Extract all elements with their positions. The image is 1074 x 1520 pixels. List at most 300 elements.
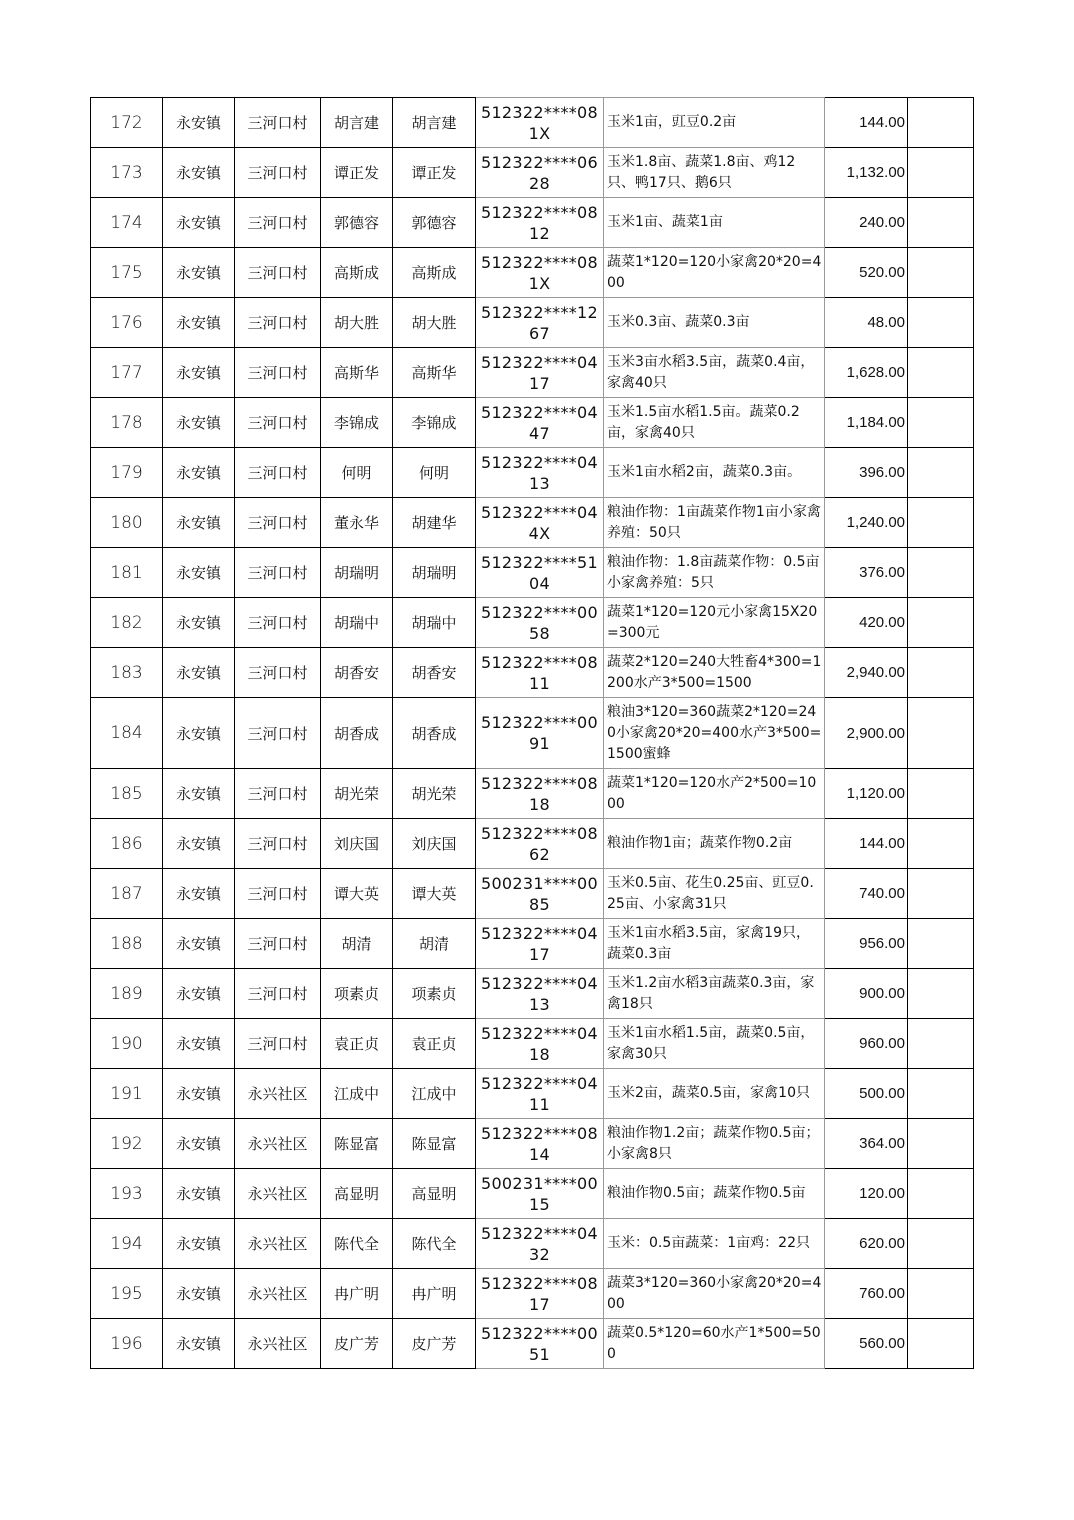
account-holder-cell: 冉广明 xyxy=(393,1269,476,1319)
subsidy-amount-cell: 760.00 xyxy=(825,1269,908,1319)
remarks-cell xyxy=(908,98,974,148)
account-holder-cell: 陈代全 xyxy=(393,1219,476,1269)
farmer-name-cell: 何明 xyxy=(321,448,393,498)
account-holder-cell: 高显明 xyxy=(393,1169,476,1219)
account-holder-cell: 胡大胜 xyxy=(393,298,476,348)
table-row xyxy=(91,698,974,769)
production-description-cell xyxy=(604,1219,825,1269)
id-number-line-1: 512322****12 xyxy=(480,302,599,322)
row-number: 193 xyxy=(91,1169,163,1219)
town-cell: 永安镇 xyxy=(163,98,235,148)
id-number-line-2: 13 xyxy=(529,473,550,493)
id-number-cell xyxy=(476,869,604,919)
id-number-line-2: 11 xyxy=(529,673,550,693)
row-number: 187 xyxy=(91,869,163,919)
town-cell: 永安镇 xyxy=(163,969,235,1019)
id-number-line-2: 4X xyxy=(528,523,551,543)
row-number: 174 xyxy=(91,198,163,248)
account-holder-cell: 皮广芳 xyxy=(393,1319,476,1369)
id-number-cell xyxy=(476,248,604,298)
id-number-cell xyxy=(476,548,604,598)
account-holder-cell: 谭正发 xyxy=(393,148,476,198)
farmer-name-cell: 袁正贞 xyxy=(321,1019,393,1069)
town-cell: 永安镇 xyxy=(163,498,235,548)
production-description-text: 玉米0.3亩、蔬菜0.3亩 xyxy=(607,314,750,330)
id-number-cell xyxy=(476,1169,604,1219)
row-number: 190 xyxy=(91,1019,163,1069)
id-number-line-2: 47 xyxy=(529,423,550,443)
subsidy-amount-cell: 144.00 xyxy=(825,819,908,869)
id-number-cell xyxy=(476,98,604,148)
id-number-line-2: 85 xyxy=(529,894,550,914)
table-row xyxy=(91,1069,974,1119)
remarks-cell xyxy=(908,398,974,448)
account-holder-cell: 胡瑞中 xyxy=(393,598,476,648)
farmer-name-cell: 冉广明 xyxy=(321,1269,393,1319)
id-number-line-1: 512322****04 xyxy=(480,923,599,943)
village-cell: 三河口村 xyxy=(235,98,321,148)
remarks-cell xyxy=(908,1219,974,1269)
village-cell: 三河口村 xyxy=(235,648,321,698)
subsidy-amount-cell: 960.00 xyxy=(825,1019,908,1069)
production-description-cell xyxy=(604,348,825,398)
town-cell: 永安镇 xyxy=(163,1019,235,1069)
id-number-cell xyxy=(476,598,604,648)
id-number-line-2: 14 xyxy=(529,1144,550,1164)
row-number: 177 xyxy=(91,348,163,398)
id-number-line-2: 32 xyxy=(529,1244,550,1264)
production-description-text: 粮油3*120=360蔬菜2*120=240小家禽20*20=400水产3*500=1500蜜蜂 xyxy=(607,703,822,762)
id-number-line-2: 18 xyxy=(529,1044,550,1064)
id-number-line-1: 512322****08 xyxy=(480,102,599,122)
id-number-cell xyxy=(476,498,604,548)
subsidy-amount-cell: 2,900.00 xyxy=(825,698,908,769)
farmer-name-cell: 胡香成 xyxy=(321,698,393,769)
town-cell: 永安镇 xyxy=(163,148,235,198)
account-holder-cell: 胡建华 xyxy=(393,498,476,548)
remarks-cell xyxy=(908,819,974,869)
village-cell: 三河口村 xyxy=(235,398,321,448)
town-cell: 永安镇 xyxy=(163,398,235,448)
id-number-line-2: 91 xyxy=(529,734,550,753)
subsidy-amount-cell: 120.00 xyxy=(825,1169,908,1219)
id-number-cell xyxy=(476,819,604,869)
town-cell: 永安镇 xyxy=(163,869,235,919)
production-description-cell xyxy=(604,398,825,448)
id-number-line-1: 512322****08 xyxy=(480,652,599,672)
farmer-name-cell: 高斯华 xyxy=(321,348,393,398)
remarks-cell xyxy=(908,598,974,648)
account-holder-cell: 何明 xyxy=(393,448,476,498)
table-row xyxy=(91,448,974,498)
row-number: 178 xyxy=(91,398,163,448)
id-number-cell xyxy=(476,919,604,969)
village-cell: 三河口村 xyxy=(235,448,321,498)
production-description-cell xyxy=(604,448,825,498)
id-number-line-1: 512322****08 xyxy=(480,773,599,793)
account-holder-cell: 江成中 xyxy=(393,1069,476,1119)
id-number-cell xyxy=(476,1269,604,1319)
account-holder-cell: 胡光荣 xyxy=(393,769,476,819)
production-description-text: 玉米0.5亩、花生0.25亩、豇豆0.25亩、小家禽31只 xyxy=(607,874,814,912)
table-row xyxy=(91,919,974,969)
id-number-line-2: 28 xyxy=(529,173,550,193)
account-holder-cell: 郭德容 xyxy=(393,198,476,248)
subsidy-amount-cell: 740.00 xyxy=(825,869,908,919)
row-number: 188 xyxy=(91,919,163,969)
town-cell: 永安镇 xyxy=(163,1169,235,1219)
id-number-line-1: 512322****51 xyxy=(480,552,599,572)
remarks-cell xyxy=(908,869,974,919)
id-number-line-1: 512322****04 xyxy=(480,1073,599,1093)
town-cell: 永安镇 xyxy=(163,448,235,498)
village-cell: 三河口村 xyxy=(235,248,321,298)
remarks-cell xyxy=(908,1269,974,1319)
production-description-cell xyxy=(604,698,825,769)
table-body xyxy=(91,98,974,1369)
production-description-cell xyxy=(604,198,825,248)
row-number: 189 xyxy=(91,969,163,1019)
row-number: 196 xyxy=(91,1319,163,1369)
subsidy-amount-cell: 1,120.00 xyxy=(825,769,908,819)
row-number: 180 xyxy=(91,498,163,548)
id-number-line-1: 512322****04 xyxy=(480,402,599,422)
id-number-line-1: 512322****08 xyxy=(480,252,599,272)
production-description-text: 蔬菜1*120=120小家禽20*20=400 xyxy=(607,253,822,291)
id-number-line-1: 512322****00 xyxy=(480,602,599,622)
production-description-text: 蔬菜1*120=120水产2*500=1000 xyxy=(607,774,817,812)
table-row xyxy=(91,769,974,819)
row-number: 182 xyxy=(91,598,163,648)
subsidy-amount-cell: 376.00 xyxy=(825,548,908,598)
account-holder-cell: 袁正贞 xyxy=(393,1019,476,1069)
id-number-cell xyxy=(476,448,604,498)
production-description-cell xyxy=(604,248,825,298)
id-number-line-2: 17 xyxy=(529,944,550,964)
table-row xyxy=(91,1019,974,1069)
table-row xyxy=(91,1319,974,1369)
id-number-line-2: 1X xyxy=(528,123,551,143)
subsidy-amount-cell: 2,940.00 xyxy=(825,648,908,698)
row-number: 172 xyxy=(91,98,163,148)
id-number-line-1: 512322****00 xyxy=(480,713,599,732)
id-number-cell xyxy=(476,298,604,348)
town-cell: 永安镇 xyxy=(163,1319,235,1369)
production-description-cell xyxy=(604,1069,825,1119)
id-number-cell xyxy=(476,969,604,1019)
farmer-name-cell: 胡瑞中 xyxy=(321,598,393,648)
subsidy-amount-cell: 420.00 xyxy=(825,598,908,648)
town-cell: 永安镇 xyxy=(163,348,235,398)
farmer-name-cell: 陈代全 xyxy=(321,1219,393,1269)
table-row xyxy=(91,969,974,1019)
production-description-text: 玉米2亩，蔬菜0.5亩，家禽10只 xyxy=(607,1085,810,1101)
town-cell: 永安镇 xyxy=(163,1269,235,1319)
subsidy-amount-cell: 240.00 xyxy=(825,198,908,248)
table-row xyxy=(91,598,974,648)
farmer-name-cell: 江成中 xyxy=(321,1069,393,1119)
village-cell: 三河口村 xyxy=(235,819,321,869)
production-description-text: 玉米1.8亩、蔬菜1.8亩、鸡12只、鸭17只、鹅6只 xyxy=(607,153,796,191)
id-number-line-1: 512322****04 xyxy=(480,1223,599,1243)
remarks-cell xyxy=(908,1169,974,1219)
production-description-cell xyxy=(604,648,825,698)
subsidy-amount-cell: 520.00 xyxy=(825,248,908,298)
remarks-cell xyxy=(908,498,974,548)
town-cell: 永安镇 xyxy=(163,198,235,248)
row-number: 176 xyxy=(91,298,163,348)
table-row xyxy=(91,1269,974,1319)
farmer-name-cell: 刘庆国 xyxy=(321,819,393,869)
village-cell: 三河口村 xyxy=(235,498,321,548)
id-number-line-2: 67 xyxy=(529,323,550,343)
production-description-cell xyxy=(604,498,825,548)
id-number-cell xyxy=(476,148,604,198)
remarks-cell xyxy=(908,1119,974,1169)
subsidy-amount-cell: 500.00 xyxy=(825,1069,908,1119)
account-holder-cell: 胡瑞明 xyxy=(393,548,476,598)
row-number: 173 xyxy=(91,148,163,198)
production-description-cell xyxy=(604,919,825,969)
table-row xyxy=(91,498,974,548)
farmer-name-cell: 项素贞 xyxy=(321,969,393,1019)
village-cell: 三河口村 xyxy=(235,198,321,248)
id-number-line-1: 512322****06 xyxy=(480,152,599,172)
row-number: 186 xyxy=(91,819,163,869)
town-cell: 永安镇 xyxy=(163,819,235,869)
town-cell: 永安镇 xyxy=(163,298,235,348)
row-number: 179 xyxy=(91,448,163,498)
town-cell: 永安镇 xyxy=(163,648,235,698)
row-number: 181 xyxy=(91,548,163,598)
remarks-cell xyxy=(908,648,974,698)
subsidy-amount-cell: 396.00 xyxy=(825,448,908,498)
village-cell: 三河口村 xyxy=(235,298,321,348)
id-number-line-1: 500231****00 xyxy=(480,873,599,893)
farmer-name-cell: 皮广芳 xyxy=(321,1319,393,1369)
id-number-line-1: 512322****08 xyxy=(480,823,599,843)
production-description-text: 粮油作物0.5亩；蔬菜作物0.5亩 xyxy=(607,1185,806,1201)
town-cell: 永安镇 xyxy=(163,248,235,298)
row-number: 191 xyxy=(91,1069,163,1119)
production-description-text: 粮油作物：1亩蔬菜作物1亩小家禽养殖：50只 xyxy=(607,503,821,541)
subsidy-amount-cell: 1,240.00 xyxy=(825,498,908,548)
id-number-line-2: 04 xyxy=(529,573,550,593)
table-row xyxy=(91,348,974,398)
production-description-cell xyxy=(604,1119,825,1169)
village-cell: 三河口村 xyxy=(235,1019,321,1069)
id-number-cell xyxy=(476,1069,604,1119)
id-number-line-2: 15 xyxy=(529,1194,550,1214)
id-number-cell xyxy=(476,698,604,769)
remarks-cell xyxy=(908,298,974,348)
production-description-cell xyxy=(604,298,825,348)
table-row xyxy=(91,1169,974,1219)
account-holder-cell: 谭大英 xyxy=(393,869,476,919)
farmer-name-cell: 高显明 xyxy=(321,1169,393,1219)
production-description-text: 玉米1.5亩水稻1.5亩。蔬菜0.2亩，家禽40只 xyxy=(607,403,800,441)
id-number-line-1: 512322****04 xyxy=(480,1023,599,1043)
production-description-text: 粮油作物1亩；蔬菜作物0.2亩 xyxy=(607,835,793,851)
farmer-name-cell: 谭正发 xyxy=(321,148,393,198)
production-description-text: 粮油作物：1.8亩蔬菜作物：0.5亩小家禽养殖：5只 xyxy=(607,553,820,591)
town-cell: 永安镇 xyxy=(163,1119,235,1169)
village-cell: 三河口村 xyxy=(235,598,321,648)
subsidy-amount-cell: 1,628.00 xyxy=(825,348,908,398)
town-cell: 永安镇 xyxy=(163,919,235,969)
account-holder-cell: 项素贞 xyxy=(393,969,476,1019)
id-number-cell xyxy=(476,1019,604,1069)
subsidy-amount-cell: 620.00 xyxy=(825,1219,908,1269)
production-description-cell xyxy=(604,98,825,148)
production-description-text: 蔬菜1*120=120元小家禽15X20=300元 xyxy=(607,603,818,641)
id-number-line-2: 17 xyxy=(529,373,550,393)
town-cell: 永安镇 xyxy=(163,548,235,598)
remarks-cell xyxy=(908,969,974,1019)
remarks-cell xyxy=(908,548,974,598)
production-description-cell xyxy=(604,869,825,919)
production-description-text: 蔬菜2*120=240大牲畜4*300=1200水产3*500=1500 xyxy=(607,653,822,691)
table-row xyxy=(91,198,974,248)
farmer-name-cell: 郭德容 xyxy=(321,198,393,248)
account-holder-cell: 胡香成 xyxy=(393,698,476,769)
village-cell: 三河口村 xyxy=(235,348,321,398)
id-number-line-2: 11 xyxy=(529,1094,550,1114)
production-description-text: 玉米1亩水稻3.5亩，家禽19只，蔬菜0.3亩 xyxy=(607,924,810,962)
subsidy-amount-cell: 144.00 xyxy=(825,98,908,148)
farmer-name-cell: 胡香安 xyxy=(321,648,393,698)
id-number-line-2: 51 xyxy=(529,1344,550,1364)
row-number: 194 xyxy=(91,1219,163,1269)
id-number-cell xyxy=(476,1319,604,1369)
id-number-cell xyxy=(476,348,604,398)
production-description-cell xyxy=(604,1269,825,1319)
village-cell: 三河口村 xyxy=(235,769,321,819)
subsidy-amount-cell: 900.00 xyxy=(825,969,908,1019)
table-row xyxy=(91,1119,974,1169)
production-description-text: 蔬菜0.5*120=60水产1*500=500 xyxy=(607,1324,821,1362)
id-number-line-1: 512322****00 xyxy=(480,1323,599,1343)
subsidy-amount-cell: 48.00 xyxy=(825,298,908,348)
farmer-name-cell: 李锦成 xyxy=(321,398,393,448)
village-cell: 永兴社区 xyxy=(235,1069,321,1119)
table-row xyxy=(91,548,974,598)
village-cell: 永兴社区 xyxy=(235,1319,321,1369)
farmer-name-cell: 胡清 xyxy=(321,919,393,969)
account-holder-cell: 胡香安 xyxy=(393,648,476,698)
production-description-text: 玉米1亩水稻2亩，蔬菜0.3亩。 xyxy=(607,464,802,480)
farmer-name-cell: 陈显富 xyxy=(321,1119,393,1169)
remarks-cell xyxy=(908,198,974,248)
remarks-cell xyxy=(908,348,974,398)
production-description-cell xyxy=(604,819,825,869)
remarks-cell xyxy=(908,769,974,819)
id-number-cell xyxy=(476,198,604,248)
subsidy-amount-cell: 1,132.00 xyxy=(825,148,908,198)
row-number: 192 xyxy=(91,1119,163,1169)
village-cell: 三河口村 xyxy=(235,969,321,1019)
id-number-line-1: 512322****04 xyxy=(480,973,599,993)
table-row xyxy=(91,148,974,198)
remarks-cell xyxy=(908,1019,974,1069)
village-cell: 三河口村 xyxy=(235,698,321,769)
id-number-line-1: 512322****08 xyxy=(480,202,599,222)
id-number-line-2: 12 xyxy=(529,223,550,243)
production-description-cell xyxy=(604,148,825,198)
farmer-name-cell: 高斯成 xyxy=(321,248,393,298)
production-description-cell xyxy=(604,1319,825,1369)
production-description-text: 玉米1.2亩水稻3亩蔬菜0.3亩，家禽18只 xyxy=(607,974,815,1012)
remarks-cell xyxy=(908,1069,974,1119)
account-holder-cell: 陈显富 xyxy=(393,1119,476,1169)
production-description-cell xyxy=(604,769,825,819)
row-number: 183 xyxy=(91,648,163,698)
id-number-cell xyxy=(476,398,604,448)
account-holder-cell: 高斯成 xyxy=(393,248,476,298)
account-holder-cell: 胡清 xyxy=(393,919,476,969)
subsidy-amount-cell: 956.00 xyxy=(825,919,908,969)
remarks-cell xyxy=(908,698,974,769)
id-number-cell xyxy=(476,1219,604,1269)
farmer-name-cell: 董永华 xyxy=(321,498,393,548)
subsidy-amount-cell: 364.00 xyxy=(825,1119,908,1169)
village-cell: 永兴社区 xyxy=(235,1169,321,1219)
production-description-text: 玉米3亩水稻3.5亩，蔬菜0.4亩，家禽40只 xyxy=(607,353,815,391)
row-number: 184 xyxy=(91,698,163,769)
table-row xyxy=(91,298,974,348)
production-description-cell xyxy=(604,1019,825,1069)
id-number-line-1: 512322****08 xyxy=(480,1273,599,1293)
id-number-line-1: 512322****08 xyxy=(480,1123,599,1143)
farmer-name-cell: 胡言建 xyxy=(321,98,393,148)
production-description-text: 玉米1亩、蔬菜1亩 xyxy=(607,214,723,230)
id-number-line-2: 58 xyxy=(529,623,550,643)
village-cell: 永兴社区 xyxy=(235,1269,321,1319)
id-number-line-1: 500231****00 xyxy=(480,1173,599,1193)
id-number-line-1: 512322****04 xyxy=(480,502,599,522)
subsidy-amount-cell: 560.00 xyxy=(825,1319,908,1369)
farmer-name-cell: 谭大英 xyxy=(321,869,393,919)
production-description-text: 粮油作物1.2亩；蔬菜作物0.5亩；小家禽8只 xyxy=(607,1124,820,1162)
table-row xyxy=(91,819,974,869)
town-cell: 永安镇 xyxy=(163,1219,235,1269)
table-row xyxy=(91,398,974,448)
production-description-text: 玉米1亩水稻1.5亩，蔬菜0.5亩，家禽30只 xyxy=(607,1024,815,1062)
remarks-cell xyxy=(908,148,974,198)
subsidy-table xyxy=(90,97,974,1369)
village-cell: 三河口村 xyxy=(235,919,321,969)
row-number: 175 xyxy=(91,248,163,298)
village-cell: 三河口村 xyxy=(235,148,321,198)
account-holder-cell: 高斯华 xyxy=(393,348,476,398)
table-row xyxy=(91,248,974,298)
id-number-line-1: 512322****04 xyxy=(480,452,599,472)
village-cell: 永兴社区 xyxy=(235,1219,321,1269)
row-number: 185 xyxy=(91,769,163,819)
subsidy-amount-cell: 1,184.00 xyxy=(825,398,908,448)
farmer-name-cell: 胡光荣 xyxy=(321,769,393,819)
remarks-cell xyxy=(908,1319,974,1369)
row-number: 195 xyxy=(91,1269,163,1319)
table-row xyxy=(91,1219,974,1269)
id-number-line-2: 17 xyxy=(529,1294,550,1314)
village-cell: 三河口村 xyxy=(235,869,321,919)
remarks-cell xyxy=(908,448,974,498)
production-description-cell xyxy=(604,969,825,1019)
account-holder-cell: 刘庆国 xyxy=(393,819,476,869)
town-cell: 永安镇 xyxy=(163,769,235,819)
id-number-line-2: 13 xyxy=(529,994,550,1014)
